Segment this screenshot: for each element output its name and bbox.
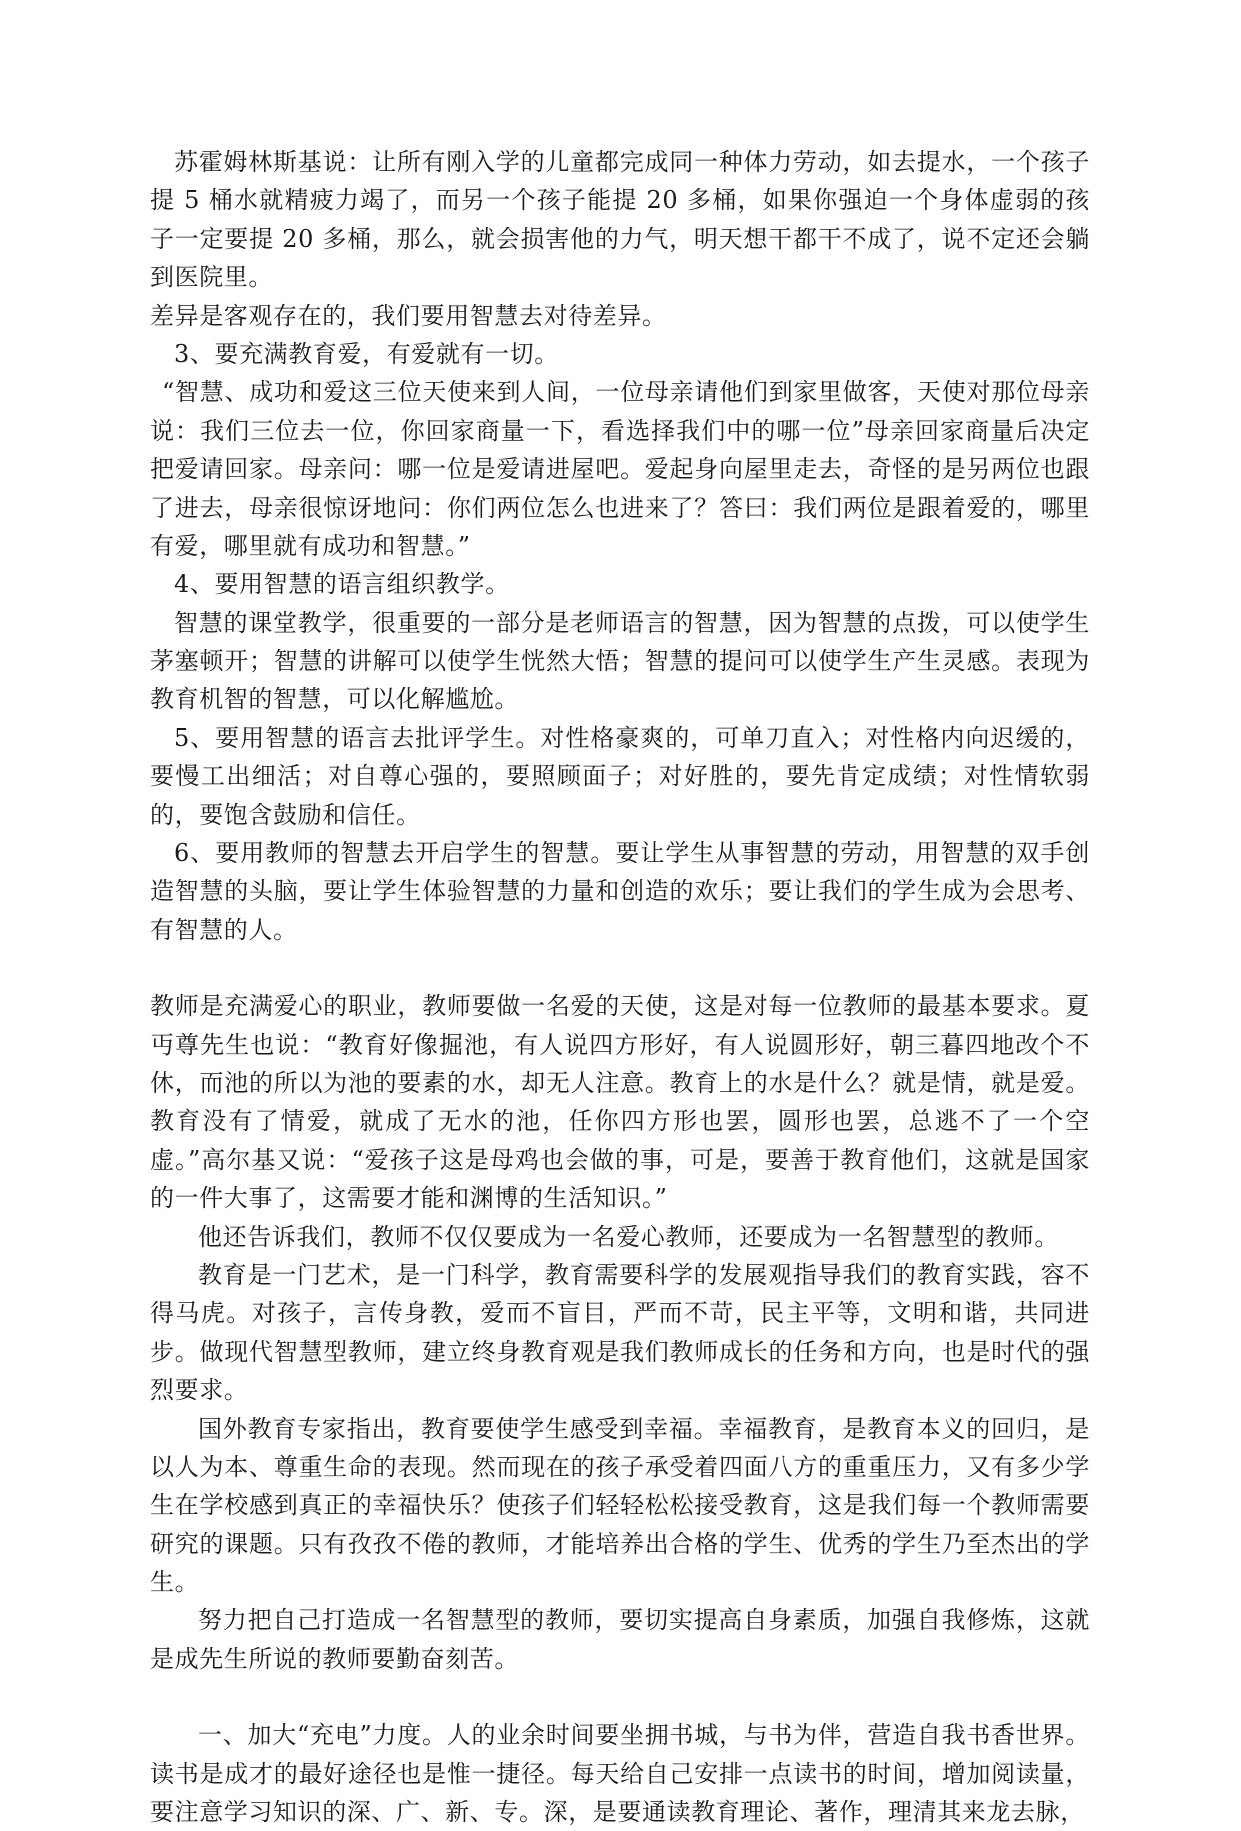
- paragraph-criticism: 5、要用智慧的语言去批评学生。对性格豪爽的，可单刀直入；对性格内向迟缓的，要慢工出细活；对自尊心强的，要照顾面子；对好胜的，要先肯定成绩；对性情软弱的，要饱含鼓励和信任。: [150, 723, 1090, 829]
- section-recharge: [150, 1716, 1090, 1831]
- paragraph-angels-story: “智慧、成功和爱这三位天使来到人间，一位母亲请他们到家里做客，天使对那位母亲说：我们三位去一位，你回家商量一下，看选择我们中的哪一位”母亲回家商量后决定把爱请回家。母亲问：哪一位是爱请进屋吧。爱起身向屋里走去，奇怪的是另两位也跟了进去，母亲很惊讶地问：你们两位怎么也进来了？答曰：我们两位是跟着爱的，哪里有爱，哪里就有成功和智慧。”: [150, 378, 1090, 560]
- document-page: [150, 143, 1090, 1831]
- paragraph-education-art: 教育是一门艺术，是一门科学，教育需要科学的发展观指导我们的教育实践，容不得马虎。对孩子，言传身教，爱而不盲目，严而不苛，民主平等，文明和谐，共同进步。做现代智慧型教师，建立终身教育观是我们教师成长的任务和方向，也是时代的强烈要求。: [150, 1260, 1090, 1405]
- paragraph-happiness-education: 国外教育专家指出，教育要使学生感受到幸福。幸福教育，是教育本义的回归，是以人为本、尊重生命的表现。然而现在的孩子承受着四面八方的重重压力，又有多少学生在学校感到真正的幸福快乐？使孩子们轻轻松松接受教育，这是我们每一个教师需要研究的课题。只有孜孜不倦的教师，才能培养出合格的学生、优秀的学生乃至杰出的学生。: [150, 1414, 1090, 1597]
- paragraph-suhomlinsky: 苏霍姆林斯基说：让所有刚入学的儿童都完成同一种体力劳动，如去提水，一个孩子提 5 桶水就精疲力竭了，而另一个孩子能提 20 多桶，如果你强迫一个身体虚弱的孩子一定要提 20 多桶，那么，就会损害他的力气，明天想干都干不成了，说不定还会躺到医院里。: [150, 148, 1090, 292]
- paragraph-self-improvement: 努力把自己打造成一名智慧型的教师，要切实提高自身素质，加强自我修炼，这就是成先生所说的教师要勤奋刻苦。: [150, 1606, 1090, 1673]
- paragraph-classroom-wisdom: 智慧的课堂教学，很重要的一部分是老师语言的智慧，因为智慧的点拨，可以使学生茅塞顿开；智慧的讲解可以使学生恍然大悟；智慧的提问可以使学生产生灵感。表现为教育机智的智慧，可以化解尴尬。: [150, 608, 1090, 714]
- paragraph-heading-6: 6、要用教师的智慧去开启学生的智慧。要让学生从事智慧的劳动，用智慧的双手创造智慧的头脑，要让学生体验智慧的力量和创造的欢乐；要让我们的学生成为会思考、有智慧的人。: [150, 839, 1090, 944]
- paragraph-difference: 差异是客观存在的，我们要用智慧去对待差异。: [150, 301, 667, 330]
- section-intelligence-methods: [150, 143, 1090, 949]
- section-love-and-wisdom: [150, 987, 1090, 1678]
- paragraph-teacher-love: 教师是充满爱心的职业，教师要做一名爱的天使，这是对每一位教师的最基本要求。夏丏尊先生也说：“教育好像掘池，有人说四方形好，有人说圆形好，朝三暮四地改个不休，而池的所以为池的要素的水，却无人注意。教育上的水是什么？就是情，就是爱。教育没有了情爱，就成了无水的池，任你四方形也罢，圆形也罢，总逃不了一个空虚。”高尔基又说：“爱孩子这是母鸡也会做的事，可是，要善于教育他们，这就是国家的一件大事了，这需要才能和渊博的生活知识。”: [150, 992, 1090, 1213]
- paragraph-recharge: 一、加大“充电”力度。人的业余时间要坐拥书城，与书为伴，营造自我书香世界。读书是成才的最好途径也是惟一捷径。每天给自己安排一点读书的时间，增加阅读量，要注意学习知识的深、广、新、专。深，是要通读教育理论、著作，理清其来龙去脉，: [150, 1721, 1090, 1827]
- paragraph-wisdom-teacher: 他还告诉我们，教师不仅仅要成为一名爱心教师，还要成为一名智慧型的教师。: [198, 1222, 1059, 1251]
- paragraph-heading-4: 4、要用智慧的语言组织教学。: [174, 570, 510, 599]
- section-gap: [150, 1678, 1090, 1716]
- paragraph-heading-3: 3、要充满教育爱，有爱就有一切。: [174, 339, 559, 368]
- section-gap: [150, 949, 1090, 987]
